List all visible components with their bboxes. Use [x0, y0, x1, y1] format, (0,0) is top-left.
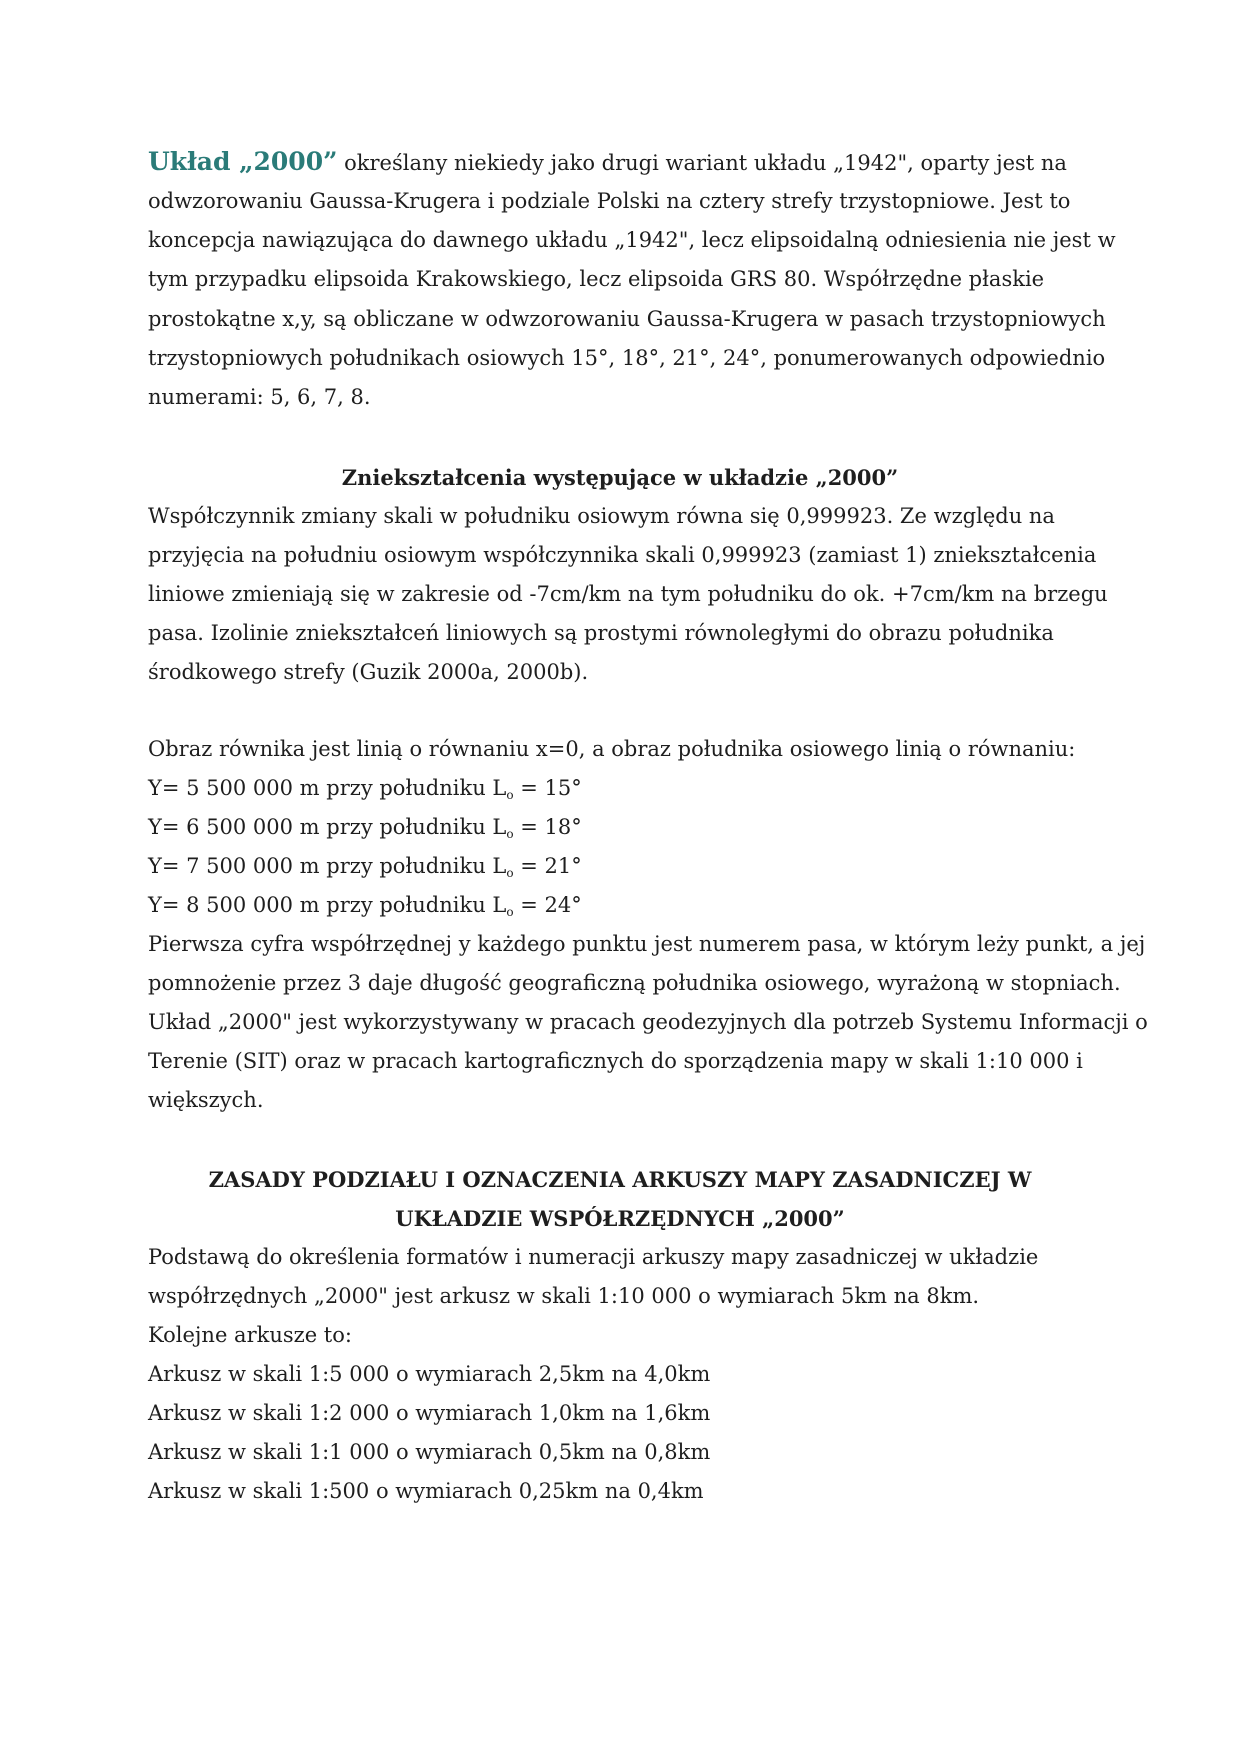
section1-line-1: Współczynnik zmiany skali w południku osiowym równa się 0,999923. Ze względu na	[148, 504, 1055, 528]
equation-line	[148, 769, 582, 808]
intro-line-5: prostokątne x,y, są obliczane w odwzorowaniu Gaussa-Krugera w pasach trzystopniowych	[148, 307, 1106, 331]
equation-subscript: o	[506, 905, 514, 919]
section1-line-4: pasa. Izolinie zniekształceń liniowych są prostymi równoległymi do obrazu południka	[148, 621, 1054, 645]
section1-line-2: przyjęcia na południu osiowym współczynnika skali 0,999923 (zamiast 1) zniekształcenia	[148, 543, 1097, 567]
intro-line-2: odwzorowaniu Gaussa-Krugera i podziale Polski na cztery strefy trzystopniowe. Jest to	[148, 189, 1071, 213]
equation-prefix: Y= 6 500 000 m przy południku L	[148, 815, 507, 839]
sheet-list-item: Arkusz w skali 1:2 000 o wymiarach 1,0km na 1,6km	[148, 1401, 711, 1425]
intro-text: określany niekiedy jako drugi wariant układu „1942", oparty jest na	[337, 151, 1067, 175]
intro-line-1	[148, 142, 1067, 181]
equation-line	[148, 886, 582, 925]
section-heading-sheets-line-1: ZASADY PODZIAŁU I OZNACZENIA ARKUSZY MAPY ZASADNICZEJ W	[208, 1167, 1032, 1192]
equation-line	[148, 847, 582, 886]
section2-line-2: pomnożenie przez 3 daje długość geograficzną południka osiowego, wyrażoną w stopniach.	[148, 971, 1121, 995]
section3-line-2: współrzędnych „2000" jest arkusz w skali 1:10 000 o wymiarach 5km na 8km.	[148, 1284, 980, 1308]
section1-line-3: liniowe zmieniają się w zakresie od -7cm/km na tym południku do ok. +7cm/km na brzegu	[148, 582, 1108, 606]
equation-prefix: Y= 7 500 000 m przy południku L	[148, 854, 507, 878]
equation-subscript: o	[506, 866, 514, 880]
section3-line-3: Kolejne arkusze to:	[148, 1323, 352, 1347]
section2-line-5: większych.	[148, 1088, 264, 1112]
section2-line-4: Terenie (SIT) oraz w pracach kartograficznych do sporządzenia mapy w skali 1:10 000 i	[148, 1049, 1083, 1073]
section2-intro-line: Obraz równika jest linią o równaniu x=0, a obraz południka osiowego linią o równaniu:	[148, 737, 1076, 761]
equation-prefix: Y= 8 500 000 m przy południku L	[148, 893, 507, 917]
intro-line-7: numerami: 5, 6, 7, 8.	[148, 385, 371, 409]
intro-lead: Układ „2000”	[148, 147, 338, 176]
equation-suffix: = 15°	[513, 776, 582, 800]
section2-line-1: Pierwsza cyfra współrzędnej y każdego punktu jest numerem pasa, w którym leży punkt, a jej	[148, 932, 1146, 956]
section-heading-distortions: Zniekształcenia występujące w układzie „2000”	[341, 465, 899, 490]
sheet-list-item: Arkusz w skali 1:5 000 o wymiarach 2,5km na 4,0km	[148, 1362, 711, 1386]
sheet-list-item: Arkusz w skali 1:1 000 o wymiarach 0,5km na 0,8km	[148, 1440, 711, 1464]
section-heading-sheets-line-2: UKŁADZIE WSPÓŁRZĘDNYCH „2000”	[395, 1206, 845, 1231]
sheet-list-item: Arkusz w skali 1:500 o wymiarach 0,25km na 0,4km	[148, 1479, 704, 1503]
intro-line-3: koncepcja nawiązująca do dawnego układu „1942", lecz elipsoidalną odniesienia nie jest w	[148, 228, 1116, 252]
equation-suffix: = 24°	[513, 893, 582, 917]
equation-subscript: o	[506, 827, 514, 841]
equation-prefix: Y= 5 500 000 m przy południku L	[148, 776, 507, 800]
equation-suffix: = 21°	[513, 854, 582, 878]
equation-line	[148, 808, 582, 847]
equation-suffix: = 18°	[513, 815, 582, 839]
equation-subscript: o	[506, 788, 514, 802]
intro-line-6: trzystopniowych południkach osiowych 15°, 18°, 21°, 24°, ponumerowanych odpowiednio	[148, 346, 1106, 370]
section1-line-5: środkowego strefy (Guzik 2000a, 2000b).	[148, 660, 589, 684]
section2-line-3: Układ „2000" jest wykorzystywany w pracach geodezyjnych dla potrzeb Systemu Informacji o	[148, 1010, 1148, 1034]
intro-line-4: tym przypadku elipsoida Krakowskiego, lecz elipsoida GRS 80. Współrzędne płaskie	[148, 267, 1045, 291]
section3-line-1: Podstawą do określenia formatów i numeracji arkuszy mapy zasadniczej w układzie	[148, 1245, 1039, 1269]
